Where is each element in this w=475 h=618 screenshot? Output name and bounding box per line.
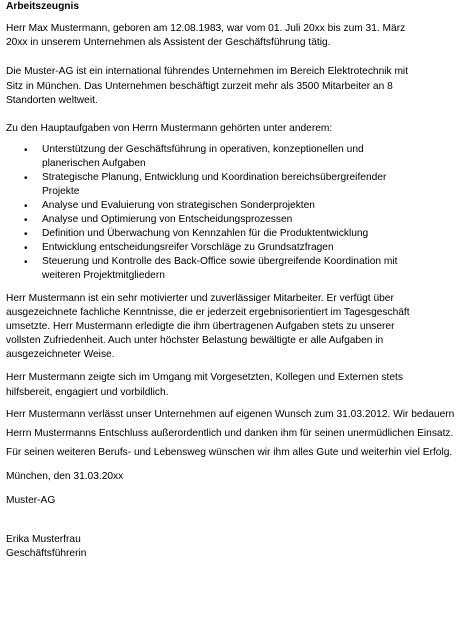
list-item: Analyse und Evaluierung von strategischen Sonderprojekten xyxy=(42,200,315,211)
performance-line: ausgezeichnete fachliche Kenntnisse, die er jederzeit ergebnisorientiert im Tagesgeschäft xyxy=(6,307,410,318)
company-line: Sitz in München. Das Unternehmen beschäftigt zurzeit mehr als 3500 Mitarbeiter an 8 xyxy=(6,81,393,92)
bullet-icon: • xyxy=(24,257,28,268)
closing-line: Für seinen weiteren Berufs- und Lebensweg wünschen wir ihm alles Gute und weiterhin viel Erfolg. xyxy=(6,447,453,458)
bullet-icon: • xyxy=(24,145,28,156)
bullet-icon: • xyxy=(24,243,28,254)
list-item: Definition und Überwachung von Kennzahlen für die Produktentwicklung xyxy=(42,228,369,239)
bullet-icon: • xyxy=(24,173,28,184)
bullet-icon: • xyxy=(24,215,28,226)
behavior-line: Herr Mustermann zeigte sich im Umgang mit Vorgesetzten, Kollegen und Externen stets xyxy=(6,372,403,383)
list-item: Analyse und Optimierung von Entscheidungsprozessen xyxy=(42,214,293,225)
company-signature: Muster-AG xyxy=(6,495,56,506)
list-item: weiteren Projektmitgliedern xyxy=(42,270,165,281)
intro-line: 20xx in unserem Unternehmen als Assistent der Geschäftsführung tätig. xyxy=(6,37,331,48)
company-line: Standorten weltweit. xyxy=(6,95,98,106)
bullet-icon: • xyxy=(24,201,28,212)
place-date: München, den 31.03.20xx xyxy=(6,471,124,482)
list-item: Strategische Planung, Entwicklung und Koordination bereichsübergreifender xyxy=(42,172,387,183)
tasks-heading: Zu den Hauptaufgaben von Herrn Mustermann gehörten unter anderem: xyxy=(6,123,333,134)
list-item: Projekte xyxy=(42,186,80,197)
list-item: Entwicklung entscheidungsreifer Vorschläge zu Grundsatzfragen xyxy=(42,242,334,253)
company-line: Die Muster-AG ist ein international führendes Unternehmen im Bereich Elektrotechnik mit xyxy=(6,66,409,77)
signer-title: Geschäftsführerin xyxy=(6,548,87,559)
performance-line: vollsten Zufriedenheit. Auch unter höchster Belastung bewältigte er alle Aufgaben in xyxy=(6,335,384,346)
list-item: Unterstützung der Geschäftsführung in operativen, konzeptionellen und xyxy=(42,144,364,155)
performance-line: Herr Mustermann ist ein sehr motivierter und zuverlässiger Mitarbeiter. Er verfügt über xyxy=(6,293,394,304)
performance-line: ausgezeichneter Weise. xyxy=(6,349,115,360)
behavior-line: hilfsbereit, engagiert und vorbildlich. xyxy=(6,387,169,398)
intro-line: Herr Max Mustermann, geboren am 12.08.1983, war vom 01. Juli 20xx bis zum 31. März xyxy=(6,23,406,34)
closing-line: Herrn Mustermanns Entschluss außerordentlich und danken ihm für seinen unermüdlichen Einsatz. xyxy=(6,428,454,439)
performance-line: umsetzte. Herr Mustermann erledigte die ihm übertragenen Aufgaben stets zu unserer xyxy=(6,321,395,332)
bullet-icon: • xyxy=(24,229,28,240)
list-item: planerischen Aufgaben xyxy=(42,158,146,169)
list-item: Steuerung und Kontrolle des Back-Office sowie übergreifende Koordination mit xyxy=(42,256,398,267)
closing-line: Herr Mustermann verlässt unser Unternehmen auf eigenen Wunsch zum 31.03.2012. Wir bedauern xyxy=(6,409,455,420)
document-title: Arbeitszeugnis xyxy=(6,1,80,12)
signer-name: Erika Musterfrau xyxy=(6,534,81,545)
